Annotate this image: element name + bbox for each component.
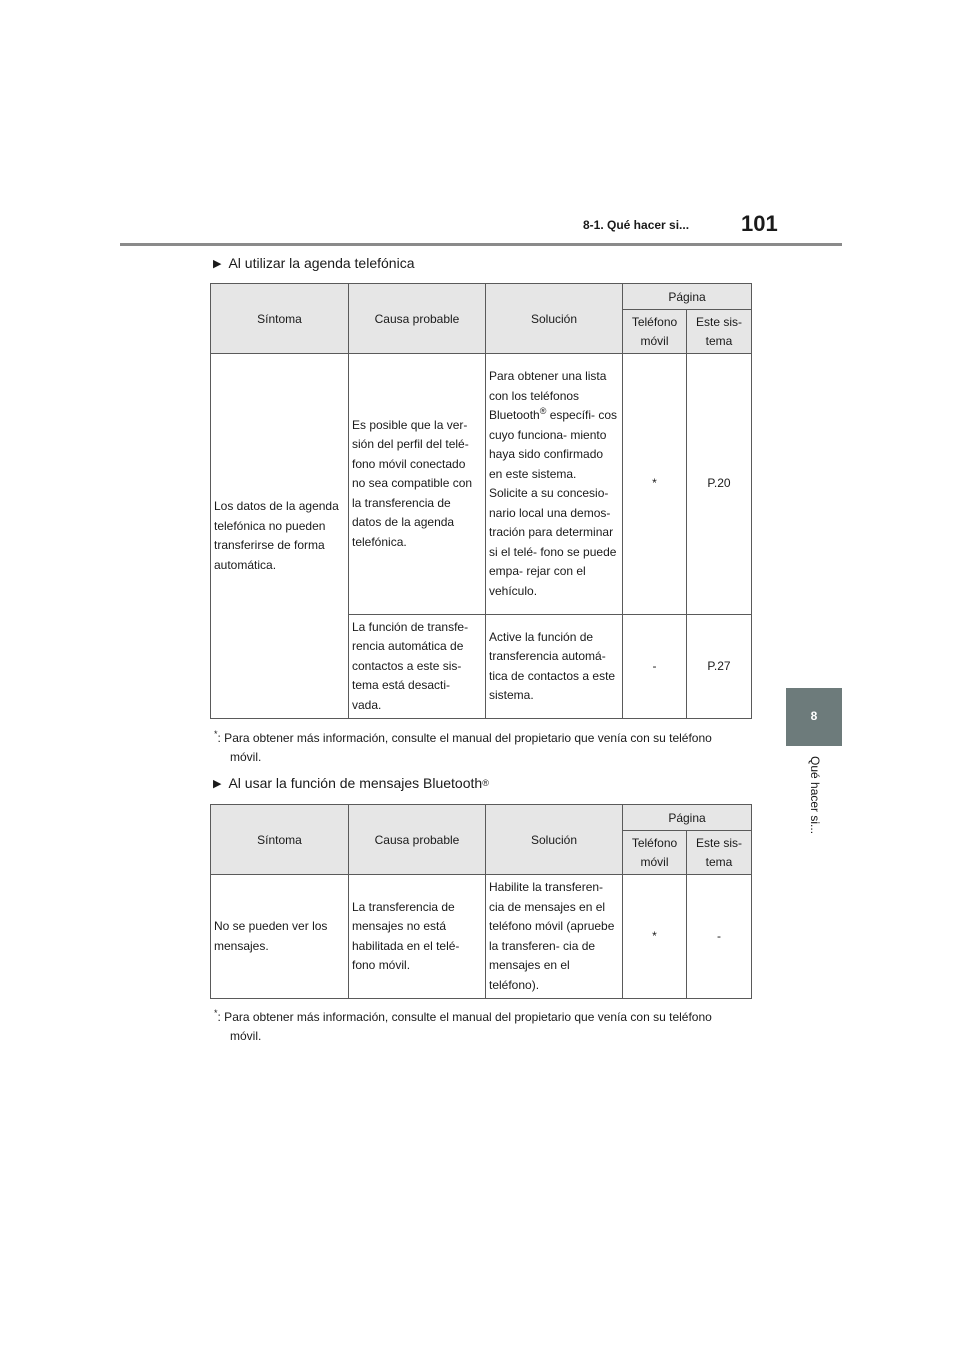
col-header-cause: Causa probable <box>349 805 486 875</box>
col-header-phone: Teléfono móvil <box>623 831 687 875</box>
solution-cell: Active la función de transferencia automá- tica de contactos a este sistema. <box>486 615 623 719</box>
header-divider <box>120 243 842 246</box>
section-title: 8-1. Qué hacer si... <box>583 218 690 232</box>
chapter-label: Qué hacer si... <box>808 756 822 835</box>
footnote <box>214 1004 754 1046</box>
chapter-tab[interactable] <box>786 688 842 746</box>
symptom-cell: No se pueden ver los mensajes. <box>211 875 349 999</box>
arrow-icon: ▶ <box>213 257 222 270</box>
chapter-number: 8 <box>810 709 818 723</box>
symptom-cell: Los datos de la agenda telefónica no pueden transferirse de forma automática. <box>211 354 349 719</box>
footnote <box>214 725 754 767</box>
footnote-text-cont: móvil. <box>230 1029 262 1043</box>
col-header-page: Página <box>623 805 752 831</box>
footnote-text: : Para obtener más información, consulte el manual del propietario que venía con su teléfono <box>217 731 712 745</box>
heading-text: Al utilizar la agenda telefónica <box>228 255 415 271</box>
arrow-icon: ▶ <box>213 777 222 790</box>
system-page-cell: P.20 <box>687 354 752 615</box>
page-number: 101 <box>741 211 778 236</box>
solution-cell: Habilite la transferen- cia de mensajes en el teléfono móvil (apruebe la transferen- cia de mensajes en el teléfono). <box>486 875 623 999</box>
cause-cell: La función de transfe- rencia automática de contactos a este sis- tema está desacti- vada. <box>349 615 486 719</box>
footnote-marker: * <box>214 729 218 739</box>
footnote-text-cont: móvil. <box>230 750 262 764</box>
phonebook-table <box>210 283 752 719</box>
registered-mark: ® <box>539 406 547 416</box>
section-heading-messages: ▶ Al usar la función de mensajes Bluetooth ® <box>213 775 489 791</box>
col-header-page: Página <box>623 284 752 310</box>
phone-page-cell: - <box>623 615 687 719</box>
col-header-system: Este sis- tema <box>687 831 752 875</box>
table-row <box>211 875 752 999</box>
solution-text-cont: específi- cos cuyo funciona- miento haya sido confirmado en este sistema. <box>489 408 618 481</box>
solution-text: Para obtener una lista con los teléfonos Bluetooth <box>489 369 607 422</box>
col-header-solution: Solución <box>486 284 623 354</box>
heading-text: Al usar la función de mensajes Bluetooth <box>228 775 483 791</box>
phone-page-cell: * <box>623 354 687 615</box>
col-header-symptom: Síntoma <box>211 284 349 354</box>
footnote-marker: * <box>214 1008 218 1018</box>
table-row <box>211 354 752 615</box>
cause-cell: Es posible que la ver- sión del perfil del telé- fono móvil conectado no sea compatible con la transferencia de datos de la agenda telefónica. <box>349 354 486 615</box>
phone-page-cell: * <box>623 875 687 999</box>
col-header-symptom: Síntoma <box>211 805 349 875</box>
messages-table <box>210 804 752 999</box>
col-header-solution: Solución <box>486 805 623 875</box>
solution-cell <box>486 354 623 615</box>
system-page-cell: - <box>687 875 752 999</box>
cause-cell: La transferencia de mensajes no está habilitada en el telé- fono móvil. <box>349 875 486 999</box>
solution-text-2: Solicite a su concesio- nario local una demos- tración para determinar si el telé- fono se puede empa- rejar con el vehículo. <box>489 486 617 598</box>
footnote-text: : Para obtener más información, consulte el manual del propietario que venía con su teléfono <box>217 1010 712 1024</box>
section-heading-phonebook <box>213 255 414 271</box>
col-header-system: Este sis- tema <box>687 310 752 354</box>
col-header-phone: Teléfono móvil <box>623 310 687 354</box>
col-header-cause: Causa probable <box>349 284 486 354</box>
system-page-cell: P.27 <box>687 615 752 719</box>
